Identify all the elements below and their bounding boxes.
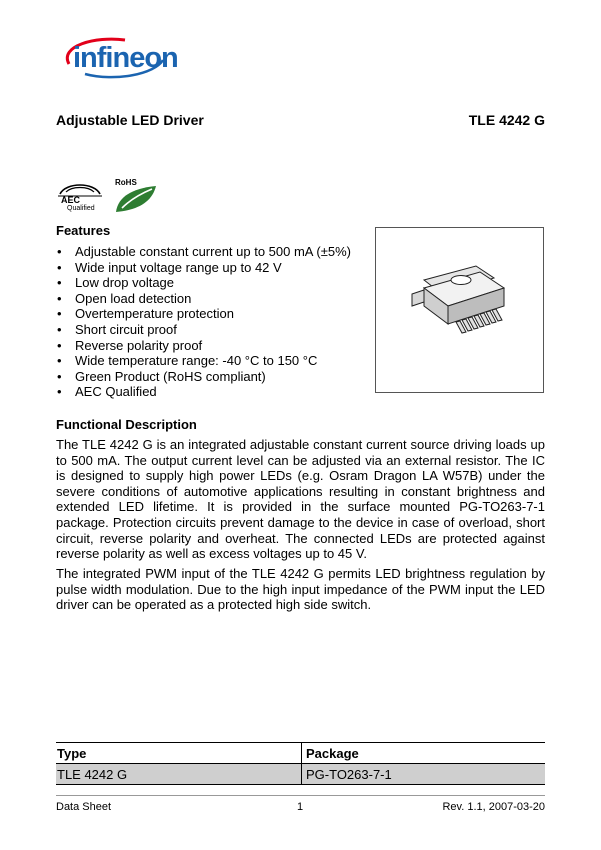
rohs-label: RoHS — [115, 178, 137, 187]
feature-item: • Open load detection — [57, 290, 192, 306]
document-title: Adjustable LED Driver — [56, 112, 204, 128]
feature-item: • Green Product (RoHS compliant) — [57, 368, 266, 384]
footer-divider — [56, 795, 545, 796]
logo-text: infineon — [73, 42, 178, 74]
rohs-badge — [112, 178, 160, 214]
feature-item: • Reverse polarity proof — [57, 337, 203, 353]
aec-label: AEC — [61, 195, 81, 205]
certification-badges — [56, 178, 166, 216]
feature-item: • Wide temperature range: -40 °C to 150 °C — [57, 353, 318, 369]
type-package-table — [56, 742, 545, 785]
feature-item: • Short circuit proof — [57, 321, 177, 337]
part-number: TLE 4242 G — [468, 112, 545, 128]
infineon-logo — [55, 34, 178, 82]
feature-item: • Adjustable constant current up to 500 mA (±5%) — [57, 244, 351, 259]
table-header-type: Type — [56, 743, 302, 764]
package-chip-icon — [376, 228, 543, 392]
footer-revision: Rev. 1.1, 2007-03-20 — [442, 801, 545, 813]
footer-page-number: 1 — [297, 801, 304, 813]
table-header-package: Package — [302, 743, 546, 764]
footer-doc-type: Data Sheet — [56, 801, 112, 813]
features-title: Features — [56, 223, 111, 238]
feature-item: • Low drop voltage — [57, 275, 175, 291]
package-image-frame — [375, 227, 544, 393]
aec-sublabel: Qualified — [67, 205, 95, 212]
table-header-row — [56, 743, 545, 764]
feature-item: • AEC Qualified — [57, 384, 157, 400]
aec-badge — [56, 178, 104, 214]
functional-description-paragraph-1: The TLE 4242 G is an integrated adjustable constant current source driving loads up to 500 mA. The output current level can be adjusted via an external resistor. The IC is designed to supply high power LEDs (e.g. Osram Dragon LA W57B) under the severe conditions of automotive applications resulting in constant brightness and extended LED lifetime. It is provided in the surface mounted PG-TO263-7-1 package. Protection circuits prevent damage to the device in case of overload, short circuit, reverse polarity and overheat. The connected LEDs are protected against reverse polarity as well as excess voltages up to 45 V. — [56, 437, 545, 562]
feature-item: • Overtemperature protection — [57, 306, 234, 322]
table-cell-package: PG-TO263-7-1 — [302, 764, 546, 785]
features-list — [56, 244, 351, 400]
feature-item: • Wide input voltage range up to 42 V — [57, 259, 282, 275]
functional-description-paragraph-2: The integrated PWM input of the TLE 4242 G permits LED brightness regulation by pulse width modulation. Due to the high input impedance of the PWM input the LED driver can be operated as a protected high side switch. — [56, 566, 545, 613]
table-cell-type: TLE 4242 G — [56, 764, 302, 785]
table-row — [56, 764, 545, 785]
functional-description-title: Functional Description — [56, 417, 197, 432]
